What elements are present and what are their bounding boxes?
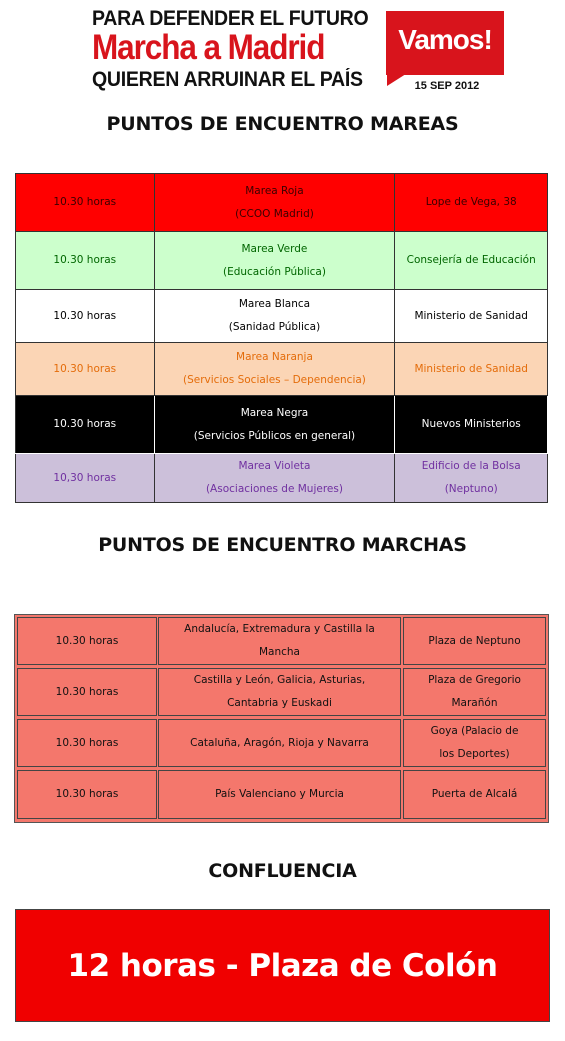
place-cell [395,454,548,503]
time-cell: 10.30 horas [16,343,155,396]
place-line: Plaza de Gregorio [428,674,521,686]
marea-name: Marea Verde [241,242,308,255]
marea-cell [154,174,395,232]
regions-cell [158,668,401,716]
marea-name: Marea Blanca [238,298,311,310]
place-cell [403,719,546,767]
place-cell: Plaza de Neptuno [403,617,546,665]
marchas-title: PUNTOS DE ENCUENTRO MARCHAS [98,534,467,556]
time-cell: 10,30 horas [16,454,155,503]
table-row-marea-blanca [16,290,548,343]
place-cell: Puerta de Alcalá [403,770,546,819]
regions-line: Castilla y León, Galicia, Asturias, [193,674,366,686]
regions-line: Mancha [258,646,300,658]
time-cell: 10.30 horas [17,719,157,767]
marea-name: Marea Negra [240,406,309,419]
marea-sub: (CCOO Madrid) [235,207,314,220]
table-row-marea-negra [16,396,548,454]
mareas-table [15,173,548,503]
marchas-table [14,614,549,823]
header-logo [92,6,512,98]
table-row-marea-verde [16,232,548,290]
regions-cell: País Valenciano y Murcia [158,770,401,819]
time-cell: 10.30 horas [16,174,155,232]
place-cell: Ministerio de Sanidad [395,290,548,343]
header-line-2: Marcha a Madrid [92,28,325,67]
marea-cell [154,343,395,396]
place-cell: Ministerio de Sanidad [395,343,548,396]
marea-sub: (Servicios Públicos en general) [193,429,356,442]
place-cell [403,668,546,716]
mareas-title: PUNTOS DE ENCUENTRO MAREAS [106,113,459,135]
marea-cell [154,232,395,290]
event-date: 15 SEP 2012 [414,80,480,92]
confluencia-box [15,909,550,1022]
time-cell: 10.30 horas [16,290,155,343]
table-row-marea-violeta [16,454,548,503]
confluencia-title: CONFLUENCIA [208,860,357,882]
marea-cell [154,290,395,343]
time-cell: 10.30 horas [16,232,155,290]
marea-cell [154,396,395,454]
marea-sub: (Asociaciones de Mujeres) [205,483,343,495]
marea-sub: (Servicios Sociales – Dependencia) [183,374,366,386]
place-line: Goya (Palacio de [430,725,519,737]
time-cell: 10.30 horas [17,617,157,665]
marea-sub: (Educación Pública) [222,265,326,278]
regions-line: Cantabria y Euskadi [227,697,332,709]
place-line: los Deportes) [439,748,510,760]
place-cell: Consejería de Educación [395,232,548,290]
table-row-marea-roja [16,174,548,232]
regions-cell: Cataluña, Aragón, Rioja y Navarra [158,719,401,767]
place-line: Edificio de la Bolsa [421,460,521,472]
marea-sub: (Sanidad Pública) [228,321,321,333]
marea-name: Marea Violeta [238,460,311,472]
table-row-marea-naranja [16,343,548,396]
place-line: (Neptuno) [444,483,498,495]
marea-cell [154,454,395,503]
marea-name: Marea Naranja [236,351,313,363]
marea-name: Marea Roja [245,184,304,197]
place-cell: Lope de Vega, 38 [395,174,548,232]
header-line-1: PARA DEFENDER EL FUTURO [92,7,369,30]
confluencia-text: 12 horas - Plaza de Colón [67,947,498,984]
vamos-badge-text: Vamos! [398,24,492,55]
place-line: Marañón [451,697,498,709]
place-cell: Nuevos Ministerios [395,396,548,454]
regions-line: Andalucía, Extremadura y Castilla la [184,623,375,635]
time-cell: 10.30 horas [17,668,157,716]
header-line-3: QUIEREN ARRUINAR EL PAÍS [92,68,363,91]
regions-cell [158,617,401,665]
time-cell: 10.30 horas [17,770,157,819]
time-cell: 10.30 horas [16,396,155,454]
